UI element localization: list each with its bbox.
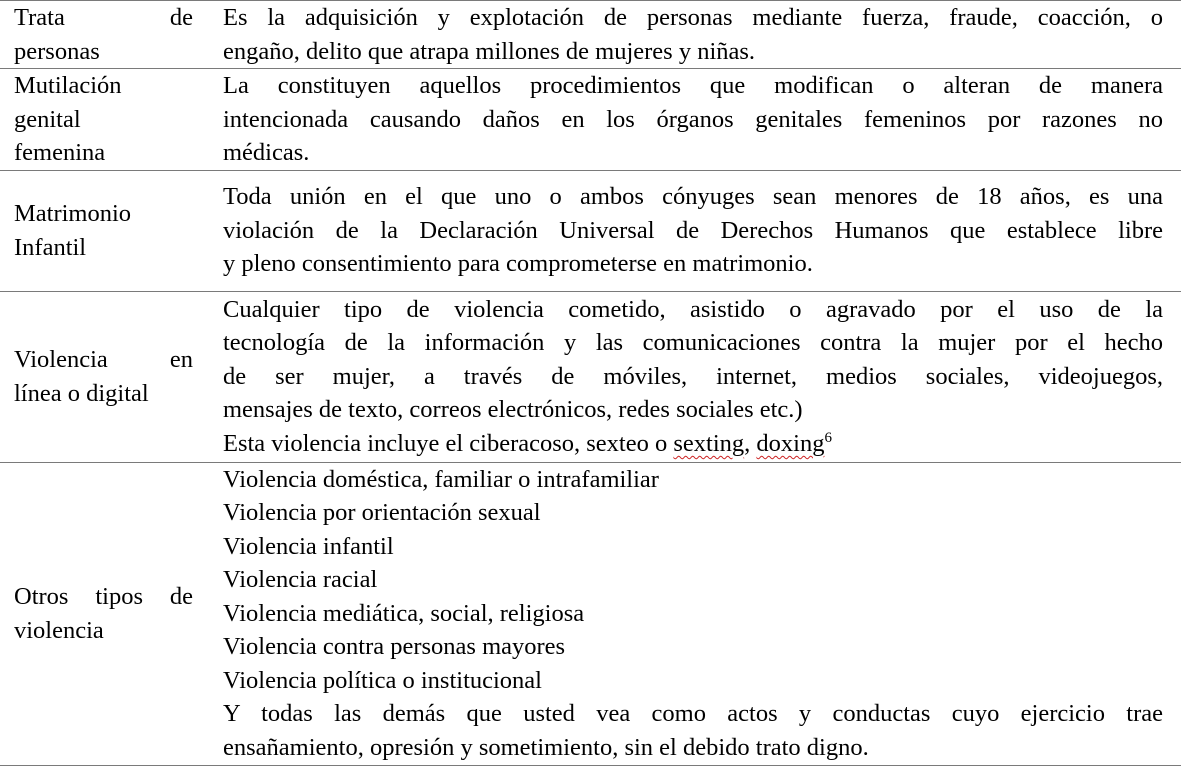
definition-line: Cualquier tipo de violencia cometido, asistido o agravado por el uso de la xyxy=(223,295,1163,323)
table-row xyxy=(0,291,1181,462)
term-line: Mutilación xyxy=(14,72,122,99)
definition-cell xyxy=(209,69,1181,171)
definition-line: Violencia infantil xyxy=(223,532,394,560)
term-line: Violencia en xyxy=(14,346,193,373)
definition-line: Violencia contra personas mayores xyxy=(223,633,566,661)
term-line: línea o digital xyxy=(14,379,149,407)
definition-cell xyxy=(209,462,1181,765)
footnote-reference: 6 xyxy=(824,429,832,446)
extra-prefix: Esta violencia incluye el ciberacoso, sexteo o xyxy=(223,429,674,457)
table-row xyxy=(0,1,1181,69)
definition-line: Violencia por orientación sexual xyxy=(223,499,541,527)
definition-line: Y todas las demás que usted vea como actos y conductas cuyo ejercicio trae xyxy=(223,700,1163,728)
table-row xyxy=(0,170,1181,291)
definition-line: mensajes de texto, correos electrónicos, redes sociales etc.) xyxy=(223,396,803,424)
definition-line: violación de la Declaración Universal de Derechos Humanos que establece libre xyxy=(223,216,1163,244)
definition-line: Toda unión en el que uno o ambos cónyuges sean menores de 18 años, es una xyxy=(223,183,1163,211)
definition-line: de ser mujer, a través de móviles, internet, medios sociales, videojuegos, xyxy=(223,362,1163,390)
term-cell xyxy=(0,69,209,171)
term-line: violencia xyxy=(14,616,104,644)
term-line: Infantil xyxy=(14,233,87,261)
term-cell xyxy=(0,170,209,291)
definition-line: Violencia racial xyxy=(223,566,378,594)
extra-middle: , xyxy=(744,429,757,457)
term-line: Otros tipos de xyxy=(14,583,193,610)
table-row xyxy=(0,462,1181,765)
definition-cell xyxy=(209,170,1181,291)
definition-cell xyxy=(209,291,1181,462)
definition-line: ensañamiento, opresión y sometimiento, sin el debido trato digno. xyxy=(223,733,869,761)
definition-line: y pleno consentimiento para comprometerse en matrimonio. xyxy=(223,250,813,278)
table-row xyxy=(0,69,1181,171)
definition-line: Es la adquisición y explotación de personas mediante fuerza, fraude, coacción, o xyxy=(223,4,1163,31)
term-line: Trata de xyxy=(14,4,193,31)
term-line: personas xyxy=(14,37,100,65)
definition-line-extra xyxy=(223,427,1163,461)
term-line: Matrimonio xyxy=(14,200,132,227)
definition-line: Violencia política o institucional xyxy=(223,666,542,694)
definition-line: Violencia doméstica, familiar o intrafamiliar xyxy=(223,465,659,493)
term-cell xyxy=(0,291,209,462)
spellcheck-flagged-word: doxing xyxy=(756,429,825,457)
definition-line: Violencia mediática, social, religiosa xyxy=(223,599,585,627)
definition-line: médicas. xyxy=(223,139,310,166)
definition-line: tecnología de la información y las comunicaciones contra la mujer por el hecho xyxy=(223,329,1163,357)
term-cell xyxy=(0,1,209,69)
definition-line: intencionada causando daños en los órganos genitales femeninos por razones no xyxy=(223,105,1163,133)
definition-line: La constituyen aquellos procedimientos que modifican o alteran de manera xyxy=(223,72,1163,99)
term-cell xyxy=(0,462,209,765)
spellcheck-flagged-word: sexting xyxy=(673,429,745,457)
definition-line: engaño, delito que atrapa millones de mujeres y niñas. xyxy=(223,37,756,65)
term-line: genital xyxy=(14,105,81,133)
definition-cell xyxy=(209,1,1181,69)
term-line: femenina xyxy=(14,139,106,166)
